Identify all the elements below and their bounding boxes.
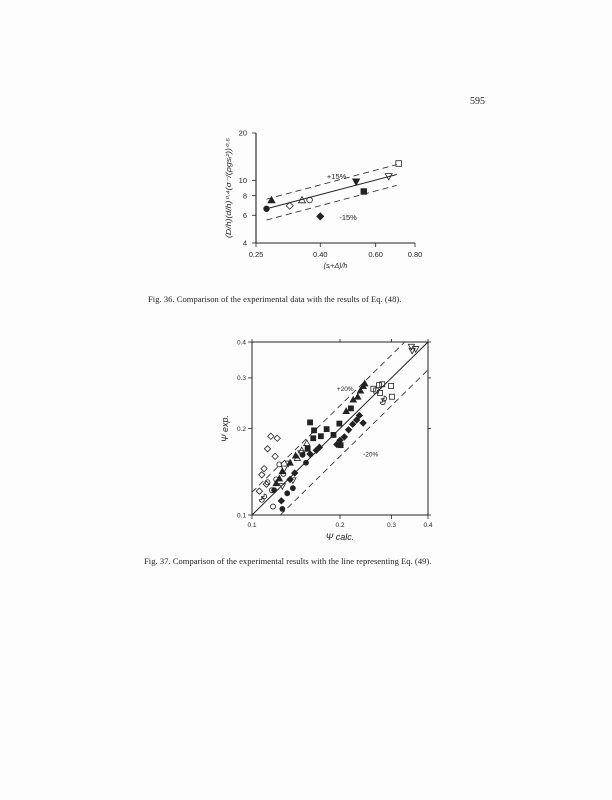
- figure-37-caption: Fig. 37. Comparison of the experimental results with the line representing Eq. (49).: [144, 556, 432, 566]
- x-tick-label: 0.80: [407, 250, 423, 259]
- y-tick-label: 0.1: [236, 512, 246, 520]
- data-point-filled-square: [348, 406, 353, 411]
- x-tick-label: 0.4: [423, 522, 433, 529]
- x-tick-label: 0.1: [247, 522, 257, 529]
- y-tick-label: 10: [238, 175, 247, 185]
- data-point-filled-square: [308, 420, 313, 425]
- y-tick-label: 20: [238, 128, 247, 138]
- data-point-open-diamond: [268, 433, 274, 439]
- y-tick-label: 6: [242, 210, 247, 220]
- data-point-filled-diamond: [350, 421, 356, 427]
- data-point-filled-triangle-up: [287, 460, 293, 466]
- x-axis-title: Ψ calc.: [325, 532, 355, 542]
- y-tick-label: 8: [242, 191, 247, 201]
- data-point-filled-square: [311, 436, 316, 441]
- data-point-filled-diamond: [345, 427, 351, 433]
- data-point-filled-diamond: [360, 420, 366, 426]
- data-point-open-diamond: [264, 446, 270, 452]
- data-point-open-diamond: [274, 435, 280, 441]
- data-point-open-triangle-up: [299, 447, 305, 453]
- x-axis-title: (sᵢ+Δ)/h: [323, 263, 348, 270]
- y-tick-label: 0.3: [236, 375, 246, 383]
- deviation-line: [252, 342, 405, 492]
- correlation-line: [252, 342, 428, 515]
- y-tick-label: 4: [242, 238, 247, 248]
- data-point-open-diamond: [256, 488, 262, 494]
- y-axis-title: (D/h)(d/h)⁰·⁴(σ⁻/(ρgsᵢ²))⁰·⁶: [226, 158, 233, 238]
- data-point-filled-circle: [290, 486, 295, 491]
- y-tick-label: 0.4: [236, 339, 246, 347]
- annotation: -15%: [339, 213, 357, 223]
- data-point-filled-triangle-up: [355, 394, 361, 400]
- data-point-filled-diamond: [278, 498, 284, 504]
- annotation: +15%: [326, 172, 347, 182]
- data-point-open-diamond: [259, 472, 265, 478]
- x-tick-label: 0.3: [386, 522, 397, 529]
- annotation: +20%: [336, 386, 354, 394]
- data-point-filled-square: [331, 432, 336, 437]
- data-point-filled-square: [312, 428, 317, 433]
- data-point-open-diamond: [272, 453, 278, 459]
- data-point-filled-circle: [272, 488, 277, 493]
- figure-36-caption: Fig. 36. Comparison of the experimental data with the results of Eq. (48).: [148, 294, 402, 304]
- data-point-open-circle: [271, 504, 276, 509]
- data-point-filled-circle: [300, 452, 305, 457]
- data-point-filled-square: [337, 421, 342, 426]
- x-tick-label: 0.60: [368, 250, 383, 259]
- data-point-filled-triangle-up: [276, 475, 282, 481]
- data-point-open-diamond: [261, 466, 267, 472]
- data-point-filled-circle: [285, 491, 290, 496]
- data-point-filled-square: [305, 446, 310, 451]
- data-point-open-square: [389, 384, 394, 389]
- data-point-filled-circle: [303, 460, 308, 465]
- x-tick-label: 0.2: [335, 522, 345, 529]
- data-point-open-quarter-circle: [380, 400, 385, 405]
- data-point-filled-circle: [280, 506, 285, 511]
- data-point-filled-square: [318, 434, 323, 439]
- y-tick-label: 0.2: [236, 425, 246, 433]
- annotation: -20%: [363, 451, 379, 459]
- data-point-open-square: [389, 394, 394, 399]
- x-tick-label: 0.40: [312, 250, 328, 259]
- page-number: 595: [470, 96, 485, 107]
- data-point-open-quarter-circle: [382, 396, 387, 401]
- y-axis-title: Ψ exp.: [220, 415, 230, 442]
- x-tick-label: 0.25: [248, 250, 264, 259]
- data-point-filled-square: [324, 427, 329, 432]
